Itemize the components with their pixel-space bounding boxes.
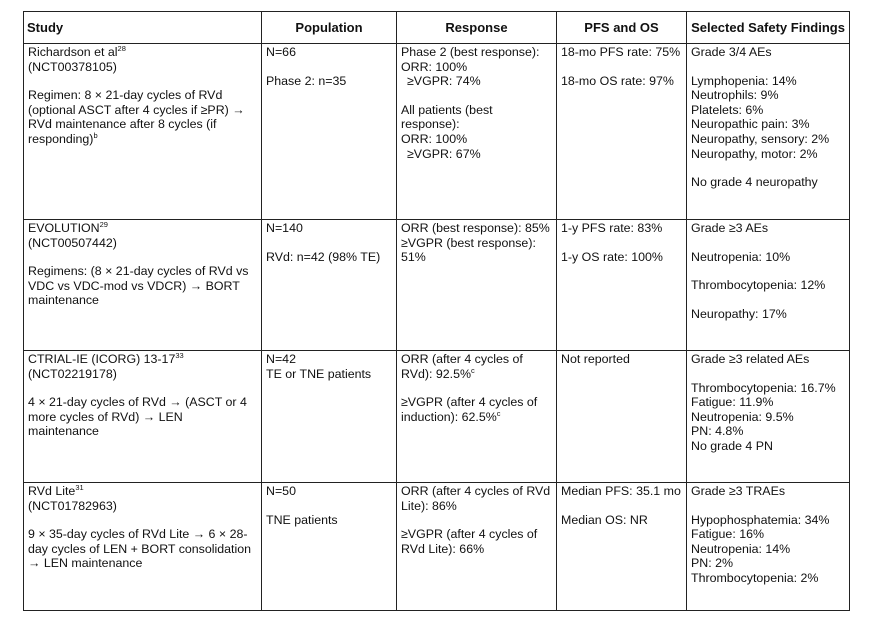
header-response: Response (397, 12, 557, 44)
population-subgroup: Phase 2: n=35 (266, 73, 347, 88)
response-cell (397, 483, 557, 611)
safety-item: Neutropenia: 9.5% (691, 409, 794, 424)
study-ref: 28 (117, 44, 126, 53)
safety-item: Neutrophils: 9% (691, 88, 779, 103)
safety-item: Thrombocytopenia: 2% (691, 570, 819, 585)
population-subgroup: TNE patients (266, 512, 338, 527)
header-study: Study (24, 12, 262, 44)
response-cell (397, 220, 557, 351)
safety-item: Fatigue: 16% (691, 527, 765, 542)
response-label: All patients (best response): (401, 102, 493, 132)
safety-item: PN: 4.8% (691, 424, 744, 439)
pfs-value: 18-mo PFS rate: 75% (561, 45, 681, 59)
study-id: (NCT00378105) (28, 59, 117, 74)
header-population: Population (262, 12, 397, 44)
pfs-os-cell (557, 220, 687, 351)
population-cell (262, 44, 397, 220)
os-value: 18-mo OS rate: 97% (561, 73, 674, 88)
safety-header: Grade ≥3 related AEs (691, 352, 810, 366)
response-vgpr: ≥VGPR (after 4 cycles of induction): 62.5% (401, 395, 538, 424)
table-row (24, 44, 850, 220)
study-regimen: Regimens: (8 × 21-day cycles of RVd vs VDC vs VDC-mod vs VDCR) → BORT maintenance (28, 264, 249, 308)
response-orr: ORR: 100% (401, 59, 468, 74)
safety-item: Thrombocytopenia: 16.7% (691, 380, 836, 395)
pfs-os-cell (557, 483, 687, 611)
os-value: Median OS: NR (561, 512, 648, 527)
safety-header: Grade ≥3 AEs (691, 221, 769, 235)
os-value: 1-y OS rate: 100% (561, 249, 663, 264)
response-note: c (471, 365, 475, 375)
response-orr: ORR: 100% (401, 131, 468, 146)
safety-cell (687, 483, 850, 611)
safety-item: Neuropathic pain: 3% (691, 117, 810, 132)
safety-cell (687, 220, 850, 351)
safety-item: Neutropenia: 14% (691, 541, 791, 556)
safety-item: Hypophosphatemia: 34% (691, 512, 830, 527)
safety-item: Platelets: 6% (691, 102, 764, 117)
response-vgpr: ≥VGPR: 74% (407, 74, 481, 89)
response-vgpr: ≥VGPR: 67% (407, 146, 481, 161)
study-cell (24, 220, 262, 351)
study-table (23, 11, 850, 611)
pfs-value: Median PFS: 35.1 mo (561, 484, 681, 498)
study-regimen: 4 × 21-day cycles of RVd → (ASCT or 4 more cycles of RVd) → LEN maintenance (28, 395, 247, 439)
safety-item: Neuropathy, sensory: 2% (691, 131, 830, 146)
population-n: N=50 (266, 484, 296, 498)
study-cell (24, 351, 262, 483)
study-id: (NCT01782963) (28, 498, 117, 513)
study-name: EVOLUTION (28, 221, 100, 235)
study-regimen: Regimen: 8 × 21-day cycles of RVd (optional ASCT after 4 cycles if ≥PR) → RVd maintenance after 8 cycles (if responding) (28, 88, 245, 146)
population-subgroup: RVd: n=42 (98% TE) (266, 249, 381, 264)
population-cell (262, 351, 397, 483)
response-vgpr: ≥VGPR (best response): 51% (401, 235, 536, 265)
pfs-value: Not reported (561, 352, 630, 366)
table-row (24, 351, 850, 483)
study-ref: 33 (175, 351, 184, 360)
study-regimen: 9 × 35-day cycles of RVd Lite → 6 × 28-day cycles of LEN + BORT consolidation → LEN maintenance (28, 527, 252, 571)
study-ref: 31 (75, 483, 84, 492)
regimen-note: b (93, 130, 98, 140)
response-orr: ORR (best response): 85% (401, 221, 550, 235)
safety-item: Neuropathy, motor: 2% (691, 146, 818, 161)
header-row (24, 12, 850, 44)
response-orr: ORR (after 4 cycles of RVd): 92.5% (401, 352, 523, 381)
safety-item: Fatigue: 11.9% (691, 395, 774, 410)
response-orr: ORR (after 4 cycles of RVd Lite): 86% (401, 484, 551, 513)
study-name: CTRIAL-IE (ICORG) 13-17 (28, 352, 176, 366)
population-n: N=66 (266, 45, 296, 59)
study-id: (NCT02219178) (28, 366, 117, 381)
safety-item: Lymphopenia: 14% (691, 73, 797, 88)
pfs-os-cell (557, 351, 687, 483)
response-vgpr: ≥VGPR (after 4 cycles of RVd Lite): 66% (401, 527, 538, 556)
study-cell (24, 44, 262, 220)
population-cell (262, 483, 397, 611)
pfs-value: 1-y PFS rate: 83% (561, 221, 663, 235)
study-name: Richardson et al (28, 45, 118, 59)
study-ref: 29 (99, 220, 108, 229)
population-subgroup: TE or TNE patients (266, 366, 372, 381)
safety-item: Neutropenia: 10% (691, 249, 791, 264)
safety-item: No grade 4 PN (691, 438, 773, 453)
header-safety: Selected Safety Findings (687, 12, 850, 44)
safety-cell (687, 44, 850, 220)
study-id: (NCT00507442) (28, 235, 117, 250)
safety-cell (687, 351, 850, 483)
response-cell (397, 351, 557, 483)
safety-item: Neuropathy: 17% (691, 306, 787, 321)
safety-header: Grade 3/4 AEs (691, 45, 772, 59)
population-n: N=42 (266, 352, 296, 366)
response-note: c (496, 408, 501, 418)
safety-footer: No grade 4 neuropathy (691, 175, 818, 190)
study-cell (24, 483, 262, 611)
safety-item: Thrombocytopenia: 12% (691, 278, 826, 293)
pfs-os-cell (557, 44, 687, 220)
response-cell (397, 44, 557, 220)
table-row (24, 220, 850, 351)
safety-header: Grade ≥3 TRAEs (691, 484, 786, 498)
population-n: N=140 (266, 221, 303, 235)
response-label: Phase 2 (best response): (401, 45, 540, 59)
safety-item: PN: 2% (691, 556, 734, 571)
population-cell (262, 220, 397, 351)
table-row (24, 483, 850, 611)
header-pfs-os: PFS and OS (557, 12, 687, 44)
study-name: RVd Lite (28, 484, 76, 498)
